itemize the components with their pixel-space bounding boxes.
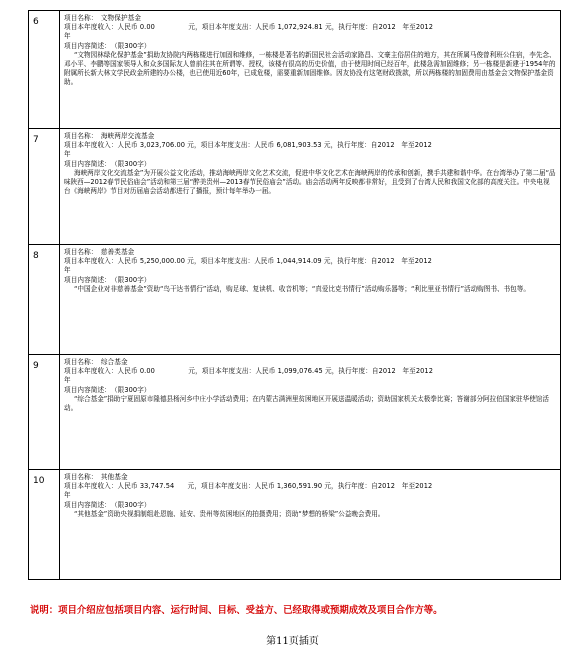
project-desc-label: 项目内容简述： （限300字） [64,159,151,168]
row-number: 8 [29,245,60,355]
project-description: “其他基金”资助央视捐制组赴恩施、延安、贵州等贫困地区的拍摄费用；资助“梦想的桥梁”公益晚会费用。 [74,509,385,518]
table-row [29,245,561,355]
page-footer: 第11页插页 [266,636,319,647]
project-cell [60,470,561,580]
project-cell [60,355,561,470]
table-row [29,355,561,470]
project-desc-label: 项目内容简述： （限300字） [64,275,151,284]
project-description: “综合基金”捐助宁夏固原市隆德县杨河乡中庄小学活动费用；在内蒙古满洲里贫困地区开展送温暖活动；资助国家机关太极拳比赛；答谢部分阿拉伯国家驻华使馆活动。 [64,394,549,413]
project-description: “中国企业对非慈善基金”资助“鸟干达书情行”活动，购足球、复读机、收音机等；“真爱比克书情行”活动购乐器等；“利比里亚书情行”活动购图书、书包等。 [74,284,530,293]
project-name: 项目名称： 海峡两岸交流基金 [64,132,155,140]
project-budget: 项目本年度收入：人民币 33,747.54 元，项目本年度支出：人民币 1,360,591.90 元，执行年度：自2012 年至2012 [64,482,433,491]
row-number: 10 [29,470,60,580]
project-cell [60,129,561,245]
project-year-tail: 年 [64,491,71,500]
project-description: 海峡两岸文化交流基金”为开展公益文化活动，推动海峡两岸文化艺术交流，促进中华文化艺术在海峡两岸的传承和创新，携手共建和谐中华。在台湾举办了第二届“品味陕西—2012春节民俗庙会”活动和第三届“醉美贵州—2013春节民俗庙会”活动。庙会活动两年反映都非常好，且受到了台湾人民和我国文化部的高度关注。中央电视台《海峡两岸》节目对历届庙会活动都进行了播报，预计每年举办一届。 [64,168,556,196]
row-number: 7 [29,129,60,245]
project-year-tail: 年 [64,32,71,41]
row-number: 6 [29,11,60,129]
project-desc-label: 项目内容简述： （限300字） [64,500,151,509]
project-description: “文物园林绿化保护基金”捐助友协院内两栋楼进行加固和维修，一栋楼是著名的新国民社会活动家路昌、文豪主俗居住的地方，其在所属马俊曾利班公住宿，李先念、邓小平、李鹏等国家领导人和众多国际友人曾前往其在所谓等、授权，该楼有很高的历史价值，由于使用时间已经百年，此楼急需加固维修；另一栋楼是新建于1954年的 附属所长新大林文学民政金所建的办公楼，也已使用近60年，已成危楼，需要重新加固维修。因友协没有这笔财政拨款，所以两栋楼的加固费用由基金会文物保护基金资助。 [64,50,556,87]
fund-project-table [28,10,561,580]
row-number: 9 [29,355,60,470]
project-name: 项目名称： 综合基金 [64,358,128,366]
table-row [29,129,561,245]
project-desc-label: 项目内容简述： （限300字） [64,385,151,394]
project-budget: 项目本年度收入：人民币 3,023,706.00 元，项目本年度支出：人民币 6,081,903.53 元，执行年度：自2012 年至2012 [64,141,432,150]
project-name: 项目名称： 慈善类基金 [64,248,135,256]
table-row [29,11,561,129]
project-year-tail: 年 [64,150,71,159]
project-budget: 项目本年度收入：人民币 0.00 元，项目本年度支出：人民币 1,099,076.45 元，执行年度：自2012 年至2012 [64,367,434,376]
project-name: 项目名称： 其他基金 [64,473,128,481]
project-cell [60,11,561,129]
project-desc-label: 项目内容简述： （限300字） [64,41,151,50]
project-budget: 项目本年度收入：人民币 0.00 元，项目本年度支出：人民币 1,072,924.81 元，执行年度：自2012 年至2012 [64,23,434,32]
project-name: 项目名称： 文物保护基金 [64,14,142,22]
table-row [29,470,561,580]
project-budget: 项目本年度收入：人民币 5,250,000.00 元，项目本年度支出：人民币 1,044,914.09 元，执行年度：自2012 年至2012 [64,257,432,266]
project-year-tail: 年 [64,376,71,385]
project-year-tail: 年 [64,266,71,275]
instruction-note: 说明：项目介绍应包括项目内容、运行时间、目标、受益方、已经取得或预期成效及项目合作方等。 [30,605,443,616]
project-cell [60,245,561,355]
